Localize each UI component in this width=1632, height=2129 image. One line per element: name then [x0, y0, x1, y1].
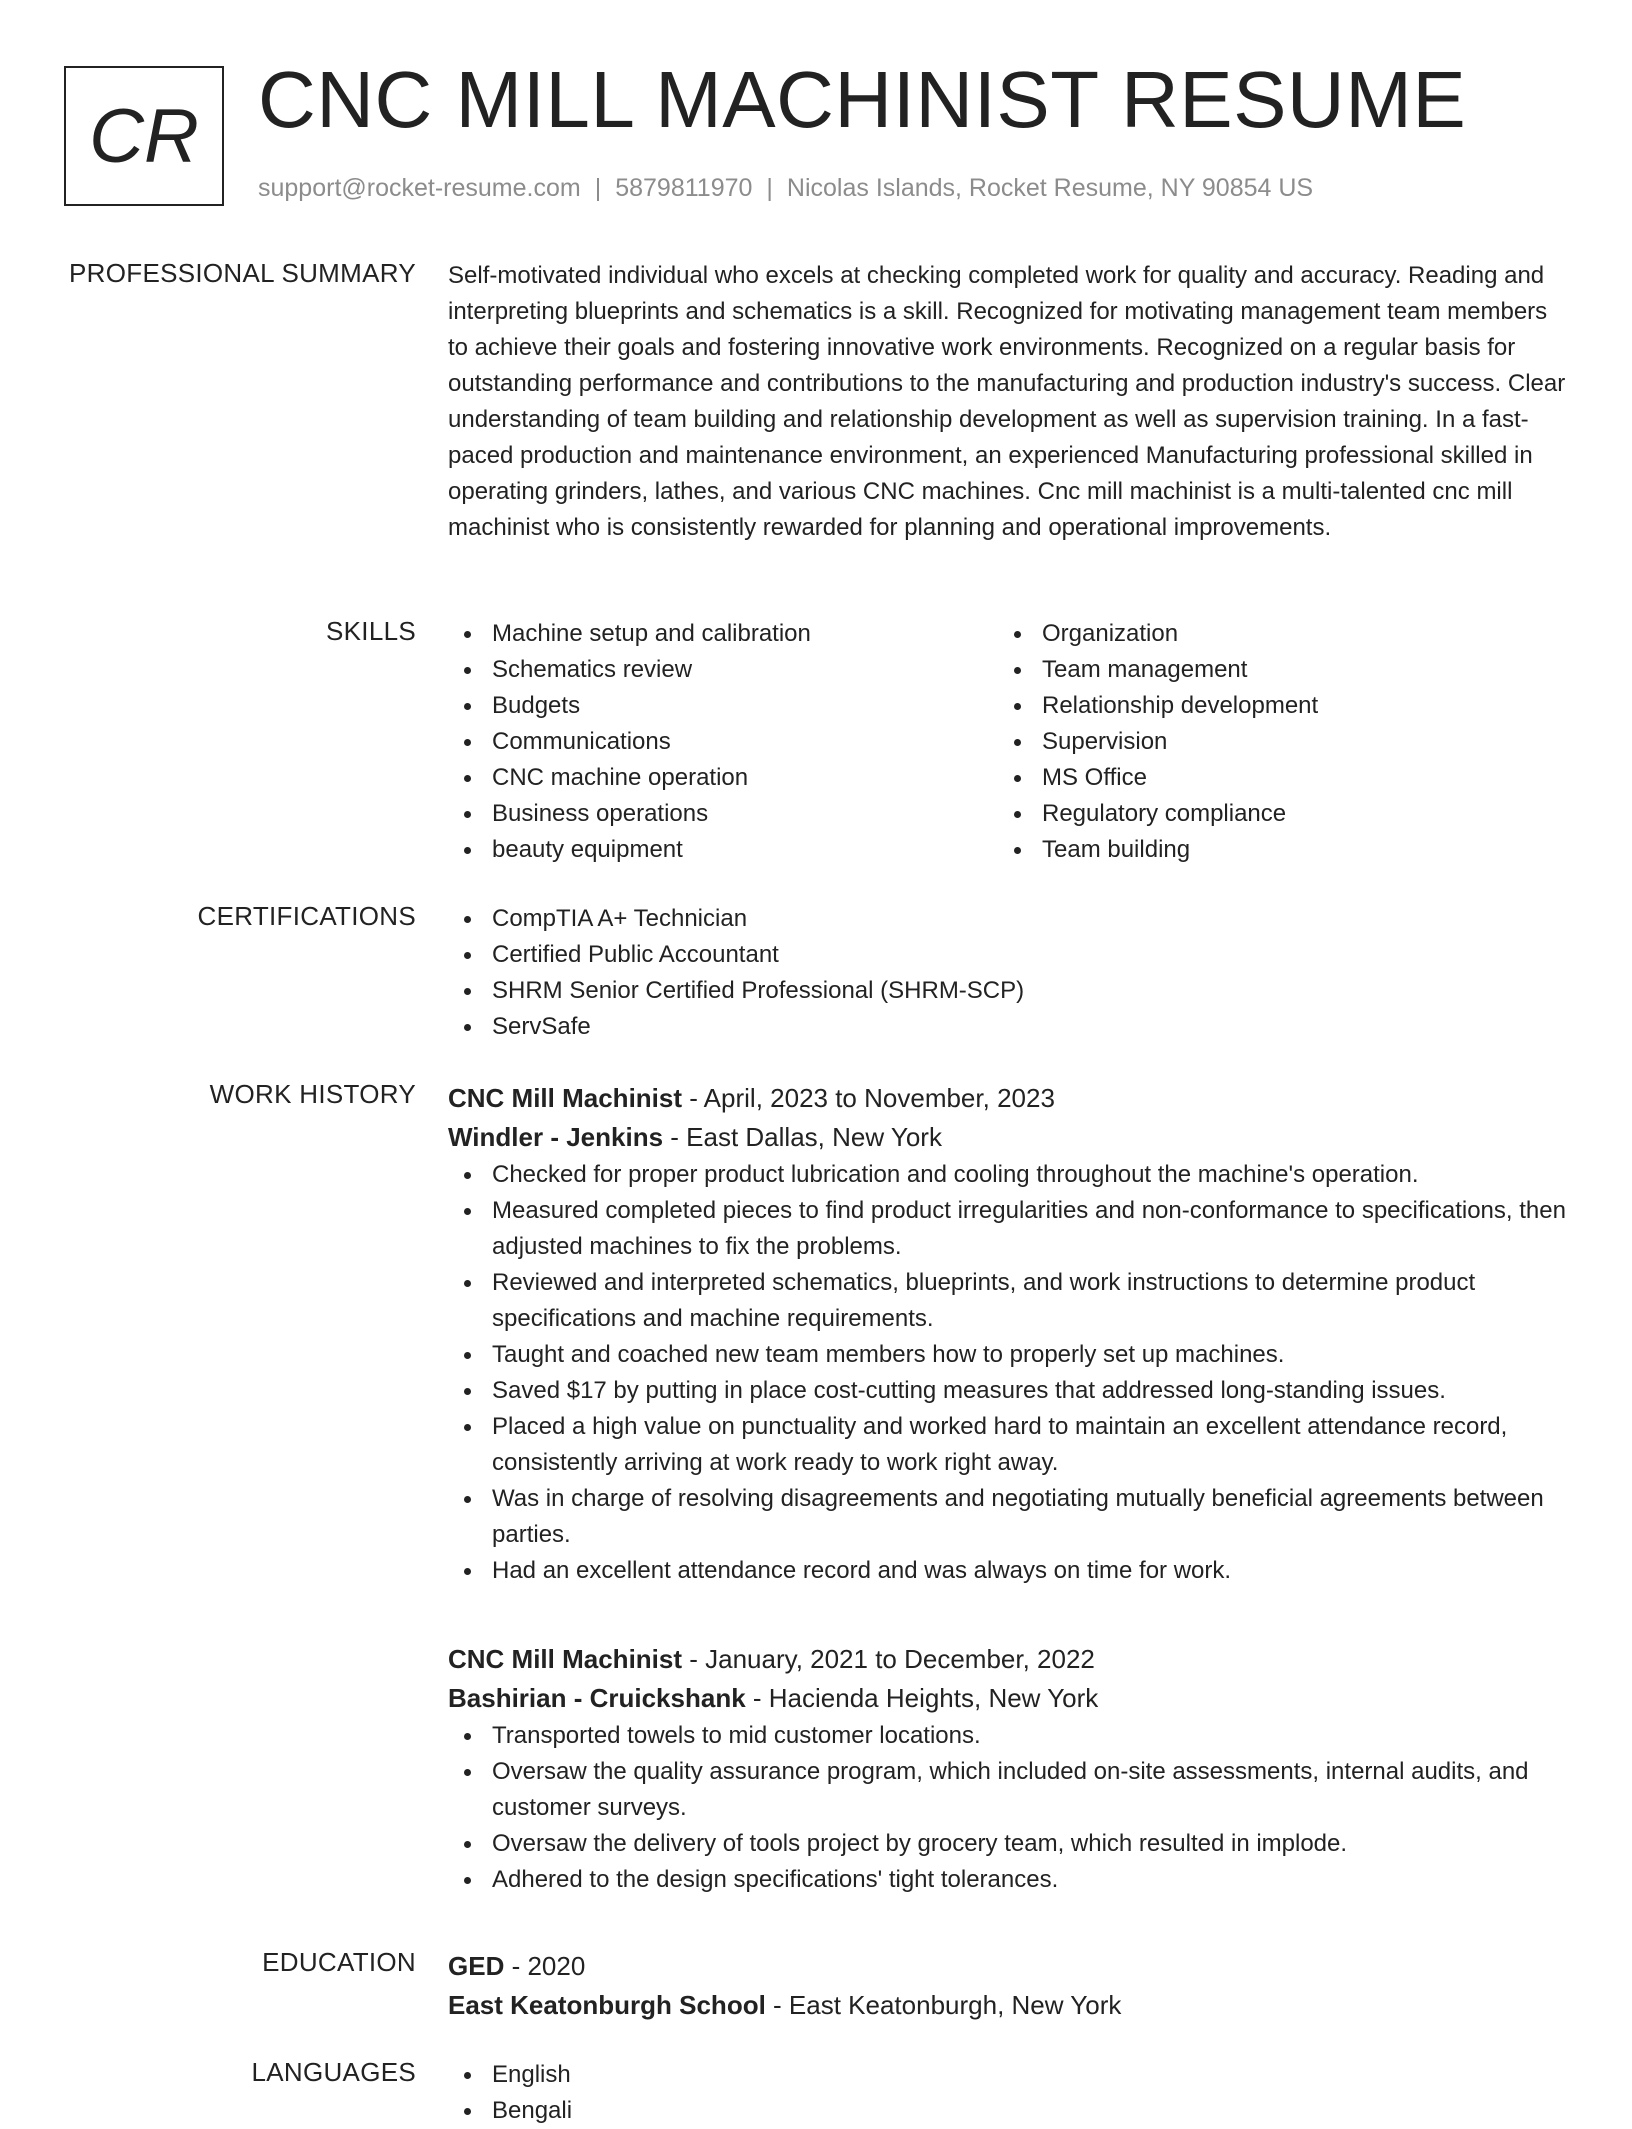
list-item: Was in charge of resolving disagreements and negotiating mutually beneficial agreements between parties.: [448, 1481, 1568, 1553]
section-label: PROFESSIONAL SUMMARY: [69, 258, 416, 288]
list-item: Organization: [998, 616, 1548, 652]
list-item: Budgets: [448, 688, 998, 724]
list-item: Had an excellent attendance record and was always on time for work.: [448, 1553, 1568, 1589]
list-item: Oversaw the delivery of tools project by grocery team, which resulted in implode.: [448, 1826, 1568, 1862]
job-company-line: [448, 1118, 1568, 1157]
section-body: [448, 258, 1568, 546]
education-location: - East Keatonburgh, New York: [765, 1990, 1122, 2020]
contact-line: [258, 174, 1313, 203]
list-item: Machine setup and calibration: [448, 616, 998, 652]
section-body: [448, 901, 1568, 1045]
job-title: CNC Mill Machinist: [448, 1083, 683, 1113]
list-item: Saved $17 by putting in place cost-cutting measures that addressed long-standing issues.: [448, 1373, 1568, 1409]
list-item: Adhered to the design specifications' tight tolerances.: [448, 1862, 1568, 1898]
list-item: Business operations: [448, 796, 998, 832]
list-item: beauty equipment: [448, 832, 998, 868]
skills-list-right: [998, 616, 1548, 868]
list-item: Checked for proper product lubrication and cooling throughout the machine's operation.: [448, 1157, 1568, 1193]
job-location: - Hacienda Heights, New York: [745, 1683, 1099, 1713]
contact-phone: 5879811970: [615, 174, 753, 202]
job-bullets: [448, 1157, 1568, 1589]
education-degree: GED: [448, 1951, 505, 1981]
job-company-line: [448, 1679, 1568, 1718]
list-item: SHRM Senior Certified Professional (SHRM-SCP): [448, 973, 1568, 1009]
summary-text: Self-motivated individual who excels at checking completed work for quality and accuracy. Reading and interpreting blueprints and schematics is a skill. Recognized for motivating management team members to achieve their goals and fostering innovative work environments. Recognized on a regular basis for outstanding performance and contributions to the manufacturing and production industry's success. Clear understanding of team building and relationship development as well as supervision training. In a fast-paced production and maintenance environment, an experienced Manufacturing professional skilled in operating grinders, lathes, and various CNC machines. Cnc mill machinist is a multi-talented cnc mill machinist who is consistently rewarded for planning and operational improvements.: [448, 262, 1566, 541]
list-item: Supervision: [998, 724, 1548, 760]
job-title-line: [448, 1079, 1568, 1118]
list-item: Reviewed and interpreted schematics, blueprints, and work instructions to determine product specifications and machine requirements.: [448, 1265, 1568, 1337]
list-item: Regulatory compliance: [998, 796, 1548, 832]
resume-title: CNC MILL MACHINIST RESUME: [258, 55, 1467, 144]
separator: |: [766, 174, 773, 202]
job-company: Windler - Jenkins: [448, 1122, 664, 1152]
list-item: Placed a high value on punctuality and worked hard to maintain an excellent attendance record, consistently arriving at work ready to work right away.: [448, 1409, 1568, 1481]
education-degree-line: [448, 1947, 1568, 1986]
list-item: Schematics review: [448, 652, 998, 688]
list-item: Team management: [998, 652, 1548, 688]
list-item: Relationship development: [998, 688, 1548, 724]
section-label: CERTIFICATIONS: [197, 901, 416, 931]
section-body: [448, 1640, 1568, 1898]
section-label: SKILLS: [326, 616, 416, 646]
list-item: CNC machine operation: [448, 760, 998, 796]
job-entry: [448, 1079, 1568, 1589]
list-item: Bengali: [448, 2093, 1568, 2129]
separator: |: [594, 174, 602, 202]
list-item: Transported towels to mid customer locations.: [448, 1718, 1568, 1754]
job-title: CNC Mill Machinist: [448, 1644, 683, 1674]
monogram-initials: CR: [89, 93, 199, 179]
skills-columns: [448, 616, 1568, 868]
list-item: Team building: [998, 832, 1548, 868]
list-item: Communications: [448, 724, 998, 760]
job-location: - East Dallas, New York: [663, 1122, 942, 1152]
job-title-line: [448, 1640, 1568, 1679]
section-label: WORK HISTORY: [209, 1079, 416, 1109]
job-dates: - April, 2023 to November, 2023: [682, 1083, 1055, 1113]
section-body: [448, 1947, 1568, 2025]
job-entry: [448, 1640, 1568, 1898]
section-label: EDUCATION: [262, 1947, 416, 1977]
section-body: [448, 1079, 1568, 1589]
education-school: East Keatonburgh School: [448, 1990, 766, 2020]
list-item: CompTIA A+ Technician: [448, 901, 1568, 937]
list-item: English: [448, 2057, 1568, 2093]
education-school-line: [448, 1986, 1568, 2025]
list-item: Taught and coached new team members how to properly set up machines.: [448, 1337, 1568, 1373]
list-item: Certified Public Accountant: [448, 937, 1568, 973]
contact-address: Nicolas Islands, Rocket Resume, NY 90854 US: [786, 174, 1314, 202]
skills-list-left: [448, 616, 998, 868]
job-company: Bashirian - Cruickshank: [448, 1683, 746, 1713]
contact-email: support@rocket-resume.com: [258, 174, 581, 202]
list-item: ServSafe: [448, 1009, 1568, 1045]
section-body: [448, 2057, 1568, 2129]
list-item: Oversaw the quality assurance program, which included on-site assessments, internal audits, and customer surveys.: [448, 1754, 1568, 1826]
list-item: MS Office: [998, 760, 1548, 796]
education-year: - 2020: [504, 1951, 586, 1981]
list-item: Measured completed pieces to find product irregularities and non-conformance to specifications, then adjusted machines to fix the problems.: [448, 1193, 1568, 1265]
certifications-list: [448, 901, 1568, 1045]
monogram-badge: [64, 66, 224, 206]
languages-list: [448, 2057, 1568, 2129]
job-bullets: [448, 1718, 1568, 1898]
job-dates: - January, 2021 to December, 2022: [682, 1644, 1095, 1674]
section-label: LANGUAGES: [251, 2057, 416, 2087]
